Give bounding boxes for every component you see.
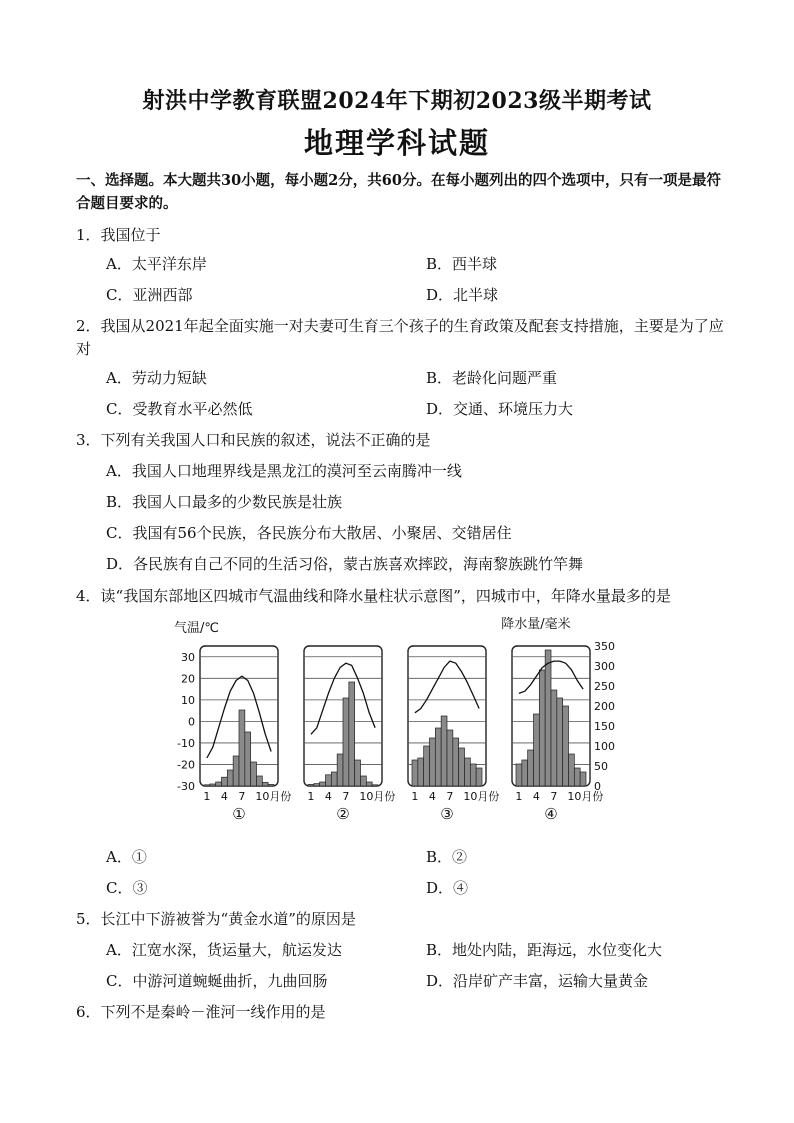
precip-bar — [320, 782, 326, 786]
climate-panel-4 — [512, 646, 603, 823]
precip-bar — [343, 698, 349, 786]
climate-panel-1 — [200, 646, 291, 823]
precip-bar — [435, 728, 441, 786]
x-tick-label: 4 — [220, 790, 228, 803]
x-tick-label: 1 — [411, 790, 419, 803]
x-tick-label: 1 — [515, 790, 523, 803]
precip-bar — [522, 760, 528, 786]
question-5-option-b[interactable]: B．地处内陆，距海远，水位变化大 — [426, 941, 663, 959]
section-instructions: 一、选择题。本大题共30小题，每小题2分，共60分。在每小题列出的四个选项中，只有一项是最符合题目要求的。 — [76, 172, 721, 212]
precip-bar — [557, 698, 563, 786]
precip-bar — [424, 746, 430, 786]
precip-bar — [563, 706, 569, 786]
x-tick-label: 10月份 — [567, 790, 604, 803]
precip-bar — [262, 782, 268, 786]
precip-bar — [239, 710, 245, 786]
climate-panel-3 — [408, 646, 499, 823]
question-4-stem: 4．读“我国东部地区四城市气温曲线和降水量柱状示意图”，四城市中，年降水量最多的是 — [76, 587, 671, 605]
precip-bar — [476, 768, 482, 786]
question-4-option-a[interactable]: A．① — [106, 848, 147, 866]
precip-bar — [355, 760, 361, 786]
question-1-option-d[interactable]: D．北半球 — [426, 286, 499, 304]
precip-bar — [326, 775, 332, 786]
x-tick-label: 7 — [342, 790, 350, 803]
climate-chart — [168, 614, 615, 826]
precip-bar — [465, 758, 471, 786]
y-left-tick: 30 — [181, 650, 195, 664]
y-right-tick: 250 — [594, 680, 615, 693]
precip-bar — [447, 730, 453, 786]
question-2-option-c[interactable]: C．受教育水平必然低 — [106, 400, 253, 418]
precip-bar — [569, 754, 575, 786]
precip-bar — [430, 738, 436, 786]
precip-bar — [331, 772, 337, 786]
question-4-option-d[interactable]: D．④ — [426, 879, 469, 897]
panel-label: ① — [232, 805, 246, 823]
question-5-option-c[interactable]: C．中游河道蜿蜒曲折，九曲回肠 — [106, 972, 328, 990]
precip-bar — [551, 690, 557, 786]
x-tick-label: 4 — [324, 790, 332, 803]
precip-bar — [516, 764, 522, 786]
climate-panel-2 — [304, 646, 395, 823]
precip-bar — [204, 785, 210, 786]
precip-bar — [308, 784, 314, 786]
precip-bar — [574, 768, 580, 786]
question-3-option-b[interactable]: B．我国人口最多的少数民族是壮族 — [106, 493, 343, 511]
question-1-option-a[interactable]: A．太平洋东岸 — [106, 255, 207, 273]
precip-bar — [222, 777, 228, 786]
question-2-option-a[interactable]: A．劳动力短缺 — [106, 369, 207, 387]
precip-bar — [227, 770, 233, 786]
y-left-tick: -30 — [177, 780, 195, 793]
question-4-option-c[interactable]: C．③ — [106, 879, 148, 897]
question-3-stem: 3．下列有关我国人口和民族的叙述，说法不正确的是 — [76, 431, 431, 449]
precip-bar — [372, 785, 378, 786]
question-3-option-d[interactable]: D．各民族有自己不同的生活习俗，蒙古族喜欢摔跤，海南黎族跳竹竿舞 — [106, 555, 584, 573]
precip-bar — [245, 732, 251, 786]
y-right-tick: 0 — [594, 780, 601, 793]
precip-bar — [534, 714, 540, 786]
question-3-option-a[interactable]: A．我国人口地理界线是黑龙江的漠河至云南腾冲一线 — [106, 462, 462, 480]
question-4-option-b[interactable]: B．② — [426, 848, 468, 866]
precip-bar — [580, 772, 586, 786]
panel-label: ④ — [544, 805, 558, 823]
precip-bar — [528, 750, 534, 786]
precip-bar — [268, 784, 274, 786]
y-right-tick: 150 — [594, 720, 615, 733]
x-tick-label: 1 — [307, 790, 315, 803]
precip-bar — [349, 682, 355, 786]
y-right-tick: 300 — [594, 660, 615, 673]
x-tick-label: 7 — [446, 790, 454, 803]
question-2-option-d[interactable]: D．交通、环境压力大 — [426, 400, 574, 418]
question-3-option-c[interactable]: C．我国有56个民族，各民族分布大散居、小聚居、交错居住 — [106, 524, 512, 542]
x-tick-label: 4 — [428, 790, 436, 803]
y-left-tick: 20 — [181, 672, 195, 686]
question-1-option-c[interactable]: C．亚洲西部 — [106, 286, 193, 304]
precip-bar — [470, 764, 476, 786]
y-right-tick: 200 — [594, 700, 615, 713]
precip-bar — [441, 716, 447, 786]
question-1-option-b[interactable]: B．西半球 — [426, 255, 498, 273]
precip-bar — [233, 756, 239, 786]
question-5-option-a[interactable]: A．江宽水深，货运量大，航运发达 — [106, 941, 342, 959]
y-right-tick: 100 — [594, 740, 615, 753]
x-tick-label: 1 — [203, 790, 211, 803]
question-5-stem: 5．长江中下游被誉为“黄金水道”的原因是 — [76, 910, 356, 928]
precip-bar — [366, 782, 372, 786]
panel-label: ② — [336, 805, 350, 823]
question-6-stem: 6．下列不是秦岭－淮河一线作用的是 — [76, 1003, 326, 1021]
y-right-tick: 350 — [594, 640, 615, 653]
question-1-stem: 1．我国位于 — [76, 226, 161, 244]
precip-bar — [539, 670, 545, 786]
exam-title: 射洪中学教育联盟2024年下期初2023级半期考试 — [142, 88, 652, 114]
x-tick-label: 7 — [550, 790, 558, 803]
x-tick-label: 4 — [532, 790, 540, 803]
precip-bar — [418, 758, 424, 786]
x-tick-label: 7 — [238, 790, 246, 803]
x-tick-label: 10月份 — [255, 790, 292, 803]
precip-bar — [412, 760, 418, 786]
precip-bar — [453, 738, 459, 786]
precip-bar — [459, 748, 465, 786]
precip-bar — [251, 762, 257, 786]
precip-bar — [545, 650, 551, 786]
precip-bar — [314, 784, 320, 786]
precip-bar — [361, 776, 367, 786]
question-5-option-d[interactable]: D．沿岸矿产丰富，运输大量黄金 — [426, 972, 649, 990]
panel-label: ③ — [440, 805, 454, 823]
question-2-stem: 2．我国从2021年起全面实施一对夫妻可生育三个孩子的生育政策及配套支持措施，主要是为了应对 — [76, 317, 724, 358]
subject-title: 地理学科试题 — [303, 126, 490, 160]
precip-bar — [257, 776, 263, 786]
y-left-tick: 10 — [181, 693, 195, 707]
x-tick-label: 10月份 — [359, 790, 396, 803]
y-left-tick: -20 — [177, 758, 195, 772]
precip-bar — [210, 784, 216, 786]
x-tick-label: 10月份 — [463, 790, 500, 803]
y-left-tick: -10 — [177, 736, 195, 750]
y-right-label: 降水量/毫米 — [501, 617, 571, 632]
y-left-tick: 0 — [188, 715, 195, 729]
y-right-tick: 50 — [594, 760, 608, 773]
precip-bar — [337, 754, 343, 786]
y-left-label: 气温/℃ — [174, 621, 219, 636]
question-2-option-b[interactable]: B．老龄化问题严重 — [426, 369, 558, 387]
precip-bar — [216, 782, 222, 786]
